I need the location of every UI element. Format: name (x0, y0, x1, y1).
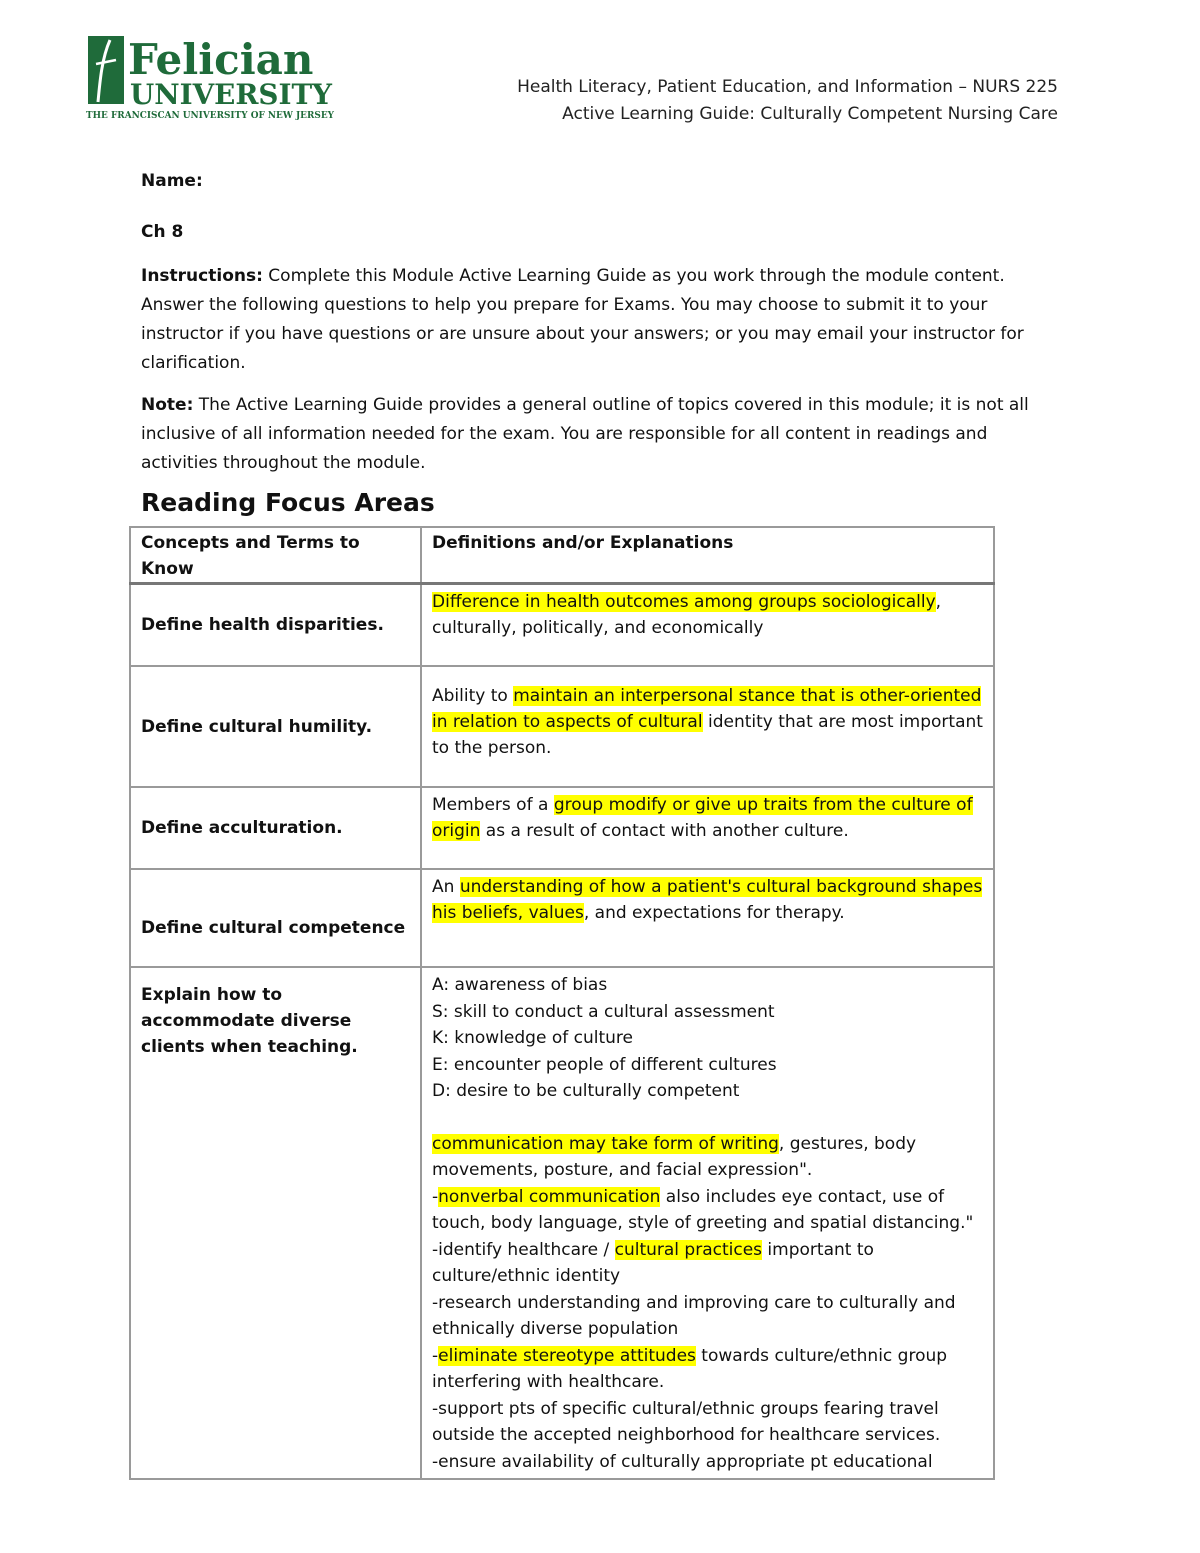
table-row (130, 787, 994, 869)
instructions-paragraph (141, 262, 1061, 378)
column-header-terms: Concepts and Terms to Know (130, 527, 421, 584)
table-header-row (130, 527, 994, 584)
definition-text: , culturally, politically, and economically (432, 592, 942, 638)
definition-text: Members of a (432, 795, 554, 815)
highlighted-text: cultural practices (614, 1239, 763, 1260)
logo-tagline: THE FRANCISCAN UNIVERSITY OF NEW JERSEY (86, 110, 335, 121)
note-paragraph (141, 391, 1061, 478)
term-cell: Explain how to accommodate diverse clients when teaching. (130, 967, 421, 1479)
definition-text: -identify healthcare / (432, 1239, 615, 1260)
communication-line (432, 1131, 983, 1184)
note-text: The Active Learning Guide provides a general outline of topics covered in this module; it is not all inclusive of all information needed for the exam. You are responsible for all content in readings and activities throughout the module. (141, 395, 1029, 473)
definition-text: as a result of contact with another culture. (480, 821, 849, 841)
definition-text: Ability to (432, 686, 514, 706)
definition-cell (421, 967, 994, 1479)
definition-text: - (432, 1186, 439, 1207)
blank-line (432, 1105, 983, 1131)
askde-line: E: encounter people of different cultures (432, 1054, 777, 1075)
highlighted-text: nonverbal communication (438, 1186, 661, 1207)
course-title: Health Literacy, Patient Education, and Information – NURS 225 (517, 77, 1058, 97)
guide-title: Active Learning Guide: Culturally Competent Nursing Care (562, 104, 1058, 124)
chapter-label: Ch 8 (141, 222, 184, 242)
askde-line: A: awareness of bias (432, 975, 608, 995)
logo-name: Felician (128, 35, 314, 84)
definition-text: identity that are most important to the person. (432, 712, 983, 758)
table-row (130, 666, 994, 787)
name-label: Name: (141, 171, 203, 191)
highlighted-text: communication may take form of writing (432, 1133, 779, 1154)
highlighted-text: maintain an interpersonal stance that is other-oriented in relation to aspects of cultural (432, 686, 982, 732)
section-title: Reading Focus Areas (141, 488, 435, 517)
table-row (130, 584, 994, 667)
definition-text: towards culture/ethnic group interfering with healthcare. (432, 1345, 948, 1392)
term-cell: Define cultural humility. (130, 666, 421, 787)
eliminate-line (432, 1343, 983, 1396)
definition-cell (421, 666, 994, 787)
note-label: Note: (141, 395, 194, 415)
ensure-line: -ensure availability of culturally appropriate pt educational (432, 1451, 933, 1472)
definition-text: also includes eye contact, use of touch, body language, style of greeting and spatial distancing." (432, 1186, 974, 1233)
highlighted-text: group modify or give up traits from the culture of origin (432, 795, 973, 841)
table-row (130, 967, 994, 1479)
support-line: -support pts of specific cultural/ethnic groups fearing travel outside the accepted neighborhood for healthcare services. (432, 1398, 941, 1445)
highlighted-text: Difference in health outcomes among groups sociologically (432, 592, 936, 612)
felician-university-logo (86, 34, 336, 122)
reading-focus-table (129, 526, 995, 1480)
highlighted-text: understanding of how a patient's cultural background shapes his beliefs, values (432, 877, 983, 923)
table-row (130, 869, 994, 967)
definition-text: , gestures, body movements, posture, and facial expression". (432, 1133, 917, 1180)
identify-line (432, 1237, 983, 1290)
askde-line: K: knowledge of culture (432, 1028, 633, 1048)
definition-cell (421, 869, 994, 967)
highlighted-text: eliminate stereotype attitudes (438, 1345, 696, 1366)
definition-cell (421, 584, 994, 667)
column-header-definitions: Definitions and/or Explanations (421, 527, 994, 584)
term-cell: Define cultural competence (130, 869, 421, 967)
definition-text: - (432, 1345, 439, 1366)
research-line: -research understanding and improving care to culturally and ethnically diverse population (432, 1292, 956, 1339)
askde-line: D: desire to be culturally competent (432, 1081, 740, 1101)
definition-cell (421, 787, 994, 869)
instructions-label: Instructions: (141, 266, 263, 286)
logo-sub: UNIVERSITY (130, 78, 333, 111)
definition-text: An (432, 877, 460, 897)
logo-graphic (86, 34, 336, 122)
askde-line: S: skill to conduct a cultural assessment (432, 1001, 775, 1022)
term-cell: Define acculturation. (130, 787, 421, 869)
term-cell: Define health disparities. (130, 584, 421, 667)
definition-text: important to culture/ethnic identity (432, 1239, 874, 1286)
document-header (517, 74, 1058, 128)
nonverbal-line (432, 1184, 983, 1237)
instructions-text: Complete this Module Active Learning Guide as you work through the module content. Answer the following questions to help you prepare for Exams. You may choose to submit it to your instructor if you have questions or are unsure about your answers; or you may email your instructor for clarification. (141, 266, 1024, 373)
definition-text: , and expectations for therapy. (583, 903, 845, 923)
